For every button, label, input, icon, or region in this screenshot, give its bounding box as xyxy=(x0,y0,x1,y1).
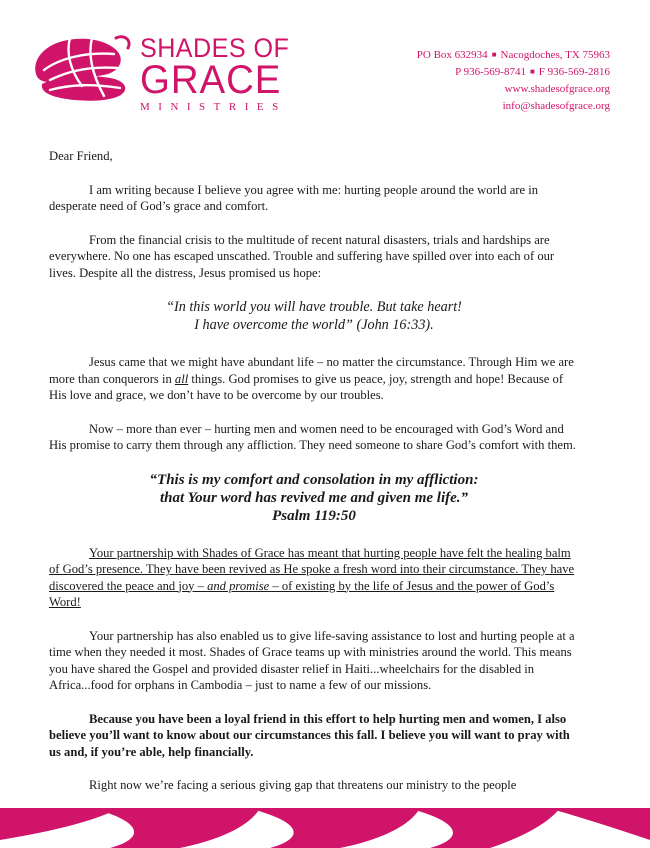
footer-swoosh-band xyxy=(0,800,650,848)
phone-number: P 936-569-8741 xyxy=(455,66,526,78)
website-link[interactable]: www.shadesofgrace.org xyxy=(504,83,610,95)
city-state-zip: Nacogdoches, TX 75963 xyxy=(500,49,610,61)
quote-psalm-line-2: that Your word has revived me and given me life.” xyxy=(159,489,469,506)
quote-john-line-2: I have overcome the world” (John 16:33). xyxy=(194,317,434,333)
paragraph-8: Right now we’re facing a serious giving gap that threatens our ministry to the people xyxy=(89,778,517,792)
paragraph-1: I am writing because I believe you agree with me: hurting people around the world are in desperate need of God’s grace and comfort. xyxy=(49,182,539,213)
paragraph-5 xyxy=(49,545,579,611)
salutation: Dear Friend, xyxy=(49,149,113,163)
paragraph-3-start: Jesus came that we might have abundant life – no matter the circumstance. Through Him we are more than conquerors in xyxy=(49,355,574,386)
scripture-quote-psalm xyxy=(49,471,579,525)
contact-block xyxy=(417,47,610,115)
separator-icon: ■ xyxy=(491,50,497,59)
paragraph-5-end: – of existing by the life of Jesus and the power of God’s Word! xyxy=(49,578,555,609)
quote-john-line-1: “In this world you will have trouble. But take heart! xyxy=(166,299,462,315)
scripture-quote-john xyxy=(49,298,579,334)
paragraph-3-end: things. God promises to give us peace, joy, strength and hope! Because of His love and grace, we don’t have to be overcome by our troubles. xyxy=(49,371,564,402)
address-line xyxy=(417,47,610,64)
emphasis-and-promise: and promise xyxy=(207,578,270,593)
emphasis-all: all xyxy=(174,371,189,386)
po-box: PO Box 632934 xyxy=(416,49,488,61)
fax-number: F 936-569-2816 xyxy=(538,66,610,78)
logo-line-grace: GRACE xyxy=(140,58,282,102)
letter-body xyxy=(49,148,579,811)
paragraph-2: From the financial crisis to the multitude of recent natural disasters, trials and hardships are everywhere. No one has escaped unscathed. Trouble and suffering have spilled over into each of our lives. Despite all the distress, Jesus promised us hope: xyxy=(49,232,555,280)
ministry-logo xyxy=(30,30,310,120)
email-link[interactable]: info@shadesofgrace.org xyxy=(502,100,610,112)
quote-psalm-reference: Psalm 119:50 xyxy=(272,507,356,524)
paragraph-7: Because you have been a loyal friend in this effort to help hurting men and women, I also believe you’ll want to know about our circumstances this fall. I believe you will want to pray with us and, if you’re able, help financially. xyxy=(49,711,570,759)
logo-line-ministries: MINISTRIES xyxy=(140,101,287,113)
logo-wordmark xyxy=(140,34,301,114)
logo-ribbon-icon xyxy=(30,30,134,102)
quote-psalm-line-1: “This is my comfort and consolation in my affliction: xyxy=(149,471,479,488)
logo-line-shades: SHADES OF xyxy=(140,33,290,63)
paragraph-6: Your partnership has also enabled us to give life-saving assistance to lost and hurting people at a time when they needed it most. Shades of Grace teams up with ministries around the world. This means you have shared the Gospel and provided disaster relief in Haiti...wheelchairs for the disabled in Africa...food for orphans in Cambodia – just to name a few of our missions. xyxy=(49,628,575,692)
separator-icon: ■ xyxy=(529,67,535,76)
paragraph-4: Now – more than ever – hurting men and women need to be encouraged with God’s Word and His promise to carry them through any affliction. They need someone to share God’s comfort with them. xyxy=(49,421,576,452)
paragraph-5-start: Your partnership with Shades of Grace has meant that hurting people have felt the healing balm of God’s presence. They have been revived as He spoke a fresh word into their circumstance. They have discovered the peace and joy – xyxy=(49,545,575,593)
phone-line xyxy=(417,64,610,81)
paragraph-3 xyxy=(49,354,579,404)
